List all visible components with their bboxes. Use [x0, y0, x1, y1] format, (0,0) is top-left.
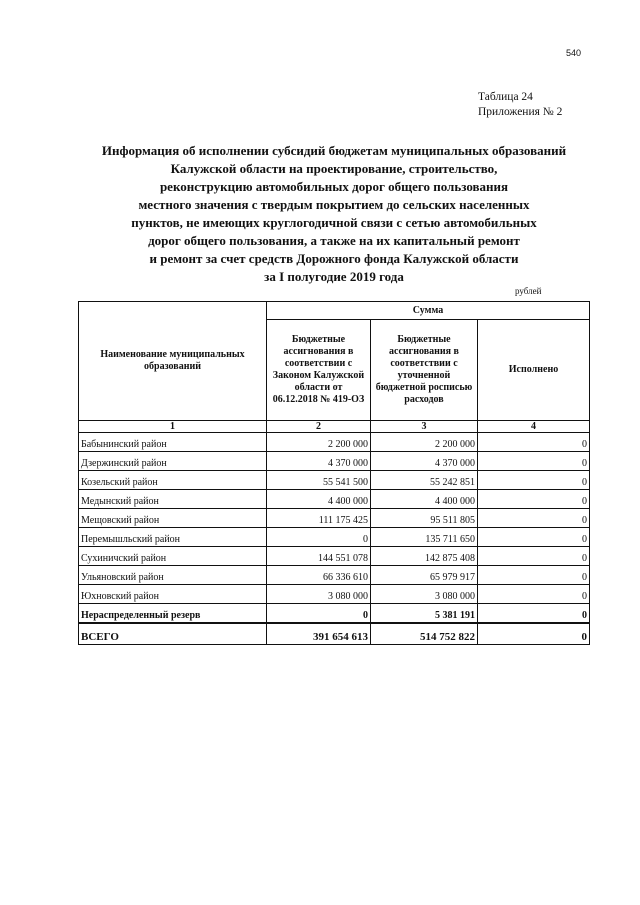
header-row	[79, 302, 590, 320]
table-row	[79, 528, 590, 547]
table-row	[79, 433, 590, 452]
total-row	[79, 623, 590, 645]
subsidy-table	[78, 301, 590, 645]
municipality-name: Дзержинский район	[79, 452, 267, 471]
refined-allocation: 55 242 851	[371, 471, 478, 490]
executed-amount: 0	[478, 490, 590, 509]
column-number: 3	[371, 421, 478, 433]
refined-allocation: 4 400 000	[371, 490, 478, 509]
header-municipality: Наименование муниципальных образований	[79, 302, 267, 421]
table-reference	[478, 90, 562, 120]
title-line: местного значения с твердым покрытием до сельских населенных	[138, 197, 530, 212]
law-allocation: 4 370 000	[267, 452, 371, 471]
column-number: 2	[267, 421, 371, 433]
header-law-allocations: Бюджетные ассигнования в соответствии с Законом Калужской области от 06.12.2018 № 419-ОЗ	[267, 320, 371, 421]
refined-allocation: 3 080 000	[371, 585, 478, 604]
municipality-name: Мещовский район	[79, 509, 267, 528]
executed-amount: 0	[478, 433, 590, 452]
refined-allocation: 142 875 408	[371, 547, 478, 566]
document-title	[64, 142, 604, 286]
law-allocation: 0	[267, 604, 371, 623]
executed-amount: 0	[478, 452, 590, 471]
law-allocation: 0	[267, 528, 371, 547]
municipality-name: Ульяновский район	[79, 566, 267, 585]
executed-amount: 0	[478, 566, 590, 585]
page-number: 540	[566, 48, 582, 58]
table-row	[79, 509, 590, 528]
refined-allocation: 5 381 191	[371, 604, 478, 623]
municipality-name: Бабынинский район	[79, 433, 267, 452]
total-label: ВСЕГО	[79, 623, 267, 645]
municipality-name: Козельский район	[79, 471, 267, 490]
executed-amount: 0	[478, 528, 590, 547]
law-allocation: 55 541 500	[267, 471, 371, 490]
reserve-name: Нераспределенный резерв	[79, 604, 267, 623]
header-executed: Исполнено	[478, 320, 590, 421]
table-row	[79, 490, 590, 509]
appendix-reference: Приложения № 2	[478, 106, 563, 118]
table-row	[79, 585, 590, 604]
title-line: Калужской области на проектирование, строительство,	[170, 161, 498, 176]
header-refined-allocations: Бюджетные ассигнования в соответствии с уточненной бюджетной росписью расходов	[371, 320, 478, 421]
table-reference-number: Таблица 24	[478, 91, 533, 103]
title-line: Информация об исполнении субсидий бюджетам муниципальных образований	[101, 143, 567, 158]
column-number-row	[79, 421, 590, 433]
reserve-row	[79, 604, 590, 623]
law-allocation: 3 080 000	[267, 585, 371, 604]
municipality-name: Юхновский район	[79, 585, 267, 604]
law-allocation: 66 336 610	[267, 566, 371, 585]
total-refined-allocation: 514 752 822	[371, 623, 478, 645]
column-number: 4	[478, 421, 590, 433]
municipality-name: Перемышльский район	[79, 528, 267, 547]
title-line: дорог общего пользования, а также на их капитальный ремонт	[148, 233, 520, 248]
refined-allocation: 135 711 650	[371, 528, 478, 547]
municipality-name: Медынский район	[79, 490, 267, 509]
refined-allocation: 95 511 805	[371, 509, 478, 528]
title-line: пунктов, не имеющих круглогодичной связи с сетью автомобильных	[131, 215, 537, 230]
executed-amount: 0	[478, 604, 590, 623]
law-allocation: 4 400 000	[267, 490, 371, 509]
title-line: за I полугодие 2019 года	[264, 269, 404, 284]
executed-amount: 0	[478, 547, 590, 566]
table-row	[79, 547, 590, 566]
law-allocation: 144 551 078	[267, 547, 371, 566]
refined-allocation: 2 200 000	[371, 433, 478, 452]
title-line: реконструкцию автомобильных дорог общего пользования	[159, 179, 509, 194]
municipality-name: Сухиничский район	[79, 547, 267, 566]
table-row	[79, 471, 590, 490]
header-sum: Сумма	[267, 302, 590, 320]
law-allocation: 2 200 000	[267, 433, 371, 452]
law-allocation: 111 175 425	[267, 509, 371, 528]
table-row	[79, 566, 590, 585]
total-law-allocation: 391 654 613	[267, 623, 371, 645]
column-number: 1	[79, 421, 267, 433]
refined-allocation: 4 370 000	[371, 452, 478, 471]
executed-amount: 0	[478, 509, 590, 528]
executed-amount: 0	[478, 585, 590, 604]
title-line: и ремонт за счет средств Дорожного фонда Калужской области	[149, 251, 519, 266]
executed-amount: 0	[478, 471, 590, 490]
refined-allocation: 65 979 917	[371, 566, 478, 585]
units-label: рублей	[515, 286, 542, 296]
table-row	[79, 452, 590, 471]
total-executed: 0	[478, 623, 590, 645]
